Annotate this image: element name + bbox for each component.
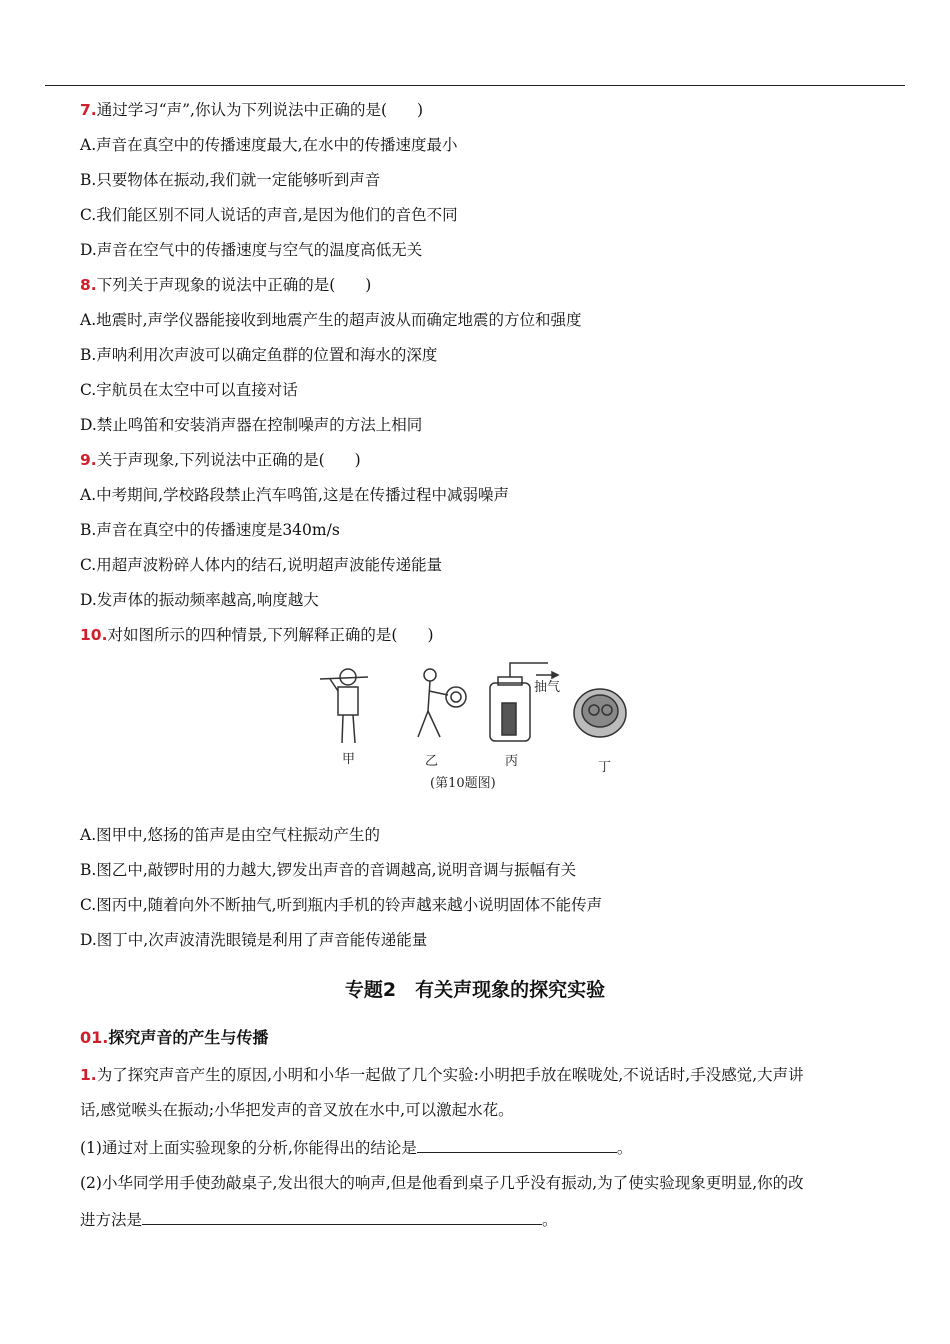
flute-player-illustration <box>320 669 368 743</box>
q10-option-d: D.图丁中,次声波清洗眼镜是利用了声音能传递能量 <box>80 931 428 949</box>
jar-pump-illustration <box>490 663 561 741</box>
section-title: 专题2 有关声现象的探究实验 <box>344 979 606 1001</box>
p1-text-line1: 为了探究声音产生的原因,小明和小华一起做了几个实验:小明把手放在喉咙处,不说话时,手没感觉,大声讲 <box>96 1066 804 1084</box>
q9-stem <box>80 450 361 470</box>
ultrasonic-cleaner-illustration <box>574 689 626 737</box>
q7-number: 7. <box>80 101 97 119</box>
q7-text: 通过学习“声”,你认为下列说法中正确的是( <box>96 101 388 119</box>
gong-player-illustration <box>418 669 466 737</box>
p1-line1 <box>80 1065 804 1085</box>
q9-option-c: C.用超声波粉碎人体内的结石,说明超声波能传递能量 <box>80 556 443 574</box>
p1-q1-blank[interactable] <box>417 1138 617 1153</box>
q7-option-b: B.只要物体在振动,我们就一定能够听到声音 <box>80 171 381 189</box>
figure-caption: (第10题图) <box>430 776 496 791</box>
q8-option-b: B.声呐利用次声波可以确定鱼群的位置和海水的深度 <box>80 346 438 364</box>
q7-option-a: A.声音在真空中的传播速度最大,在水中的传播速度最小 <box>80 136 458 154</box>
q10-number: 10. <box>80 626 108 644</box>
q10-figure <box>300 655 630 795</box>
p1-question2-line2 <box>80 1210 558 1230</box>
q10-text: 对如图所示的四种情景,下列解释正确的是( <box>107 626 398 644</box>
q8-option-d: D.禁止鸣笛和安装消声器在控制噪声的方法上相同 <box>80 416 423 434</box>
figure-label-yi: 乙 <box>425 754 439 769</box>
p1-question1 <box>80 1138 632 1158</box>
p1-text-line2: 话,感觉喉头在振动;小华把发声的音叉放在水中,可以激起水花。 <box>80 1101 514 1119</box>
q9-paren-close: ) <box>354 451 361 469</box>
q10-option-a: A.图甲中,悠扬的笛声是由空气柱振动产生的 <box>80 826 381 844</box>
q9-text: 关于声现象,下列说法中正确的是( <box>96 451 325 469</box>
q9-option-b: B.声音在真空中的传播速度是340m/s <box>80 521 340 539</box>
subsection-heading <box>80 1028 268 1048</box>
q8-stem <box>80 275 371 295</box>
figure-label-jia: 甲 <box>342 752 356 767</box>
q8-option-a: A.地震时,声学仪器能接收到地震产生的超声波从而确定地震的方位和强度 <box>80 311 582 329</box>
q7-option-d: D.声音在空气中的传播速度与空气的温度高低无关 <box>80 241 423 259</box>
p1-q1-end: 。 <box>616 1139 633 1157</box>
q10-stem <box>80 625 434 645</box>
subsection-title: 探究声音的产生与传播 <box>108 1028 269 1047</box>
pump-label: 抽气 <box>534 680 561 695</box>
p1-q1-text: (1)通过对上面实验现象的分析,你能得出的结论是 <box>80 1139 417 1157</box>
q9-number: 9. <box>80 451 97 469</box>
q7-paren-close: ) <box>417 101 424 119</box>
q10-paren-close: ) <box>427 626 434 644</box>
q10-option-c: C.图丙中,随着向外不断抽气,听到瓶内手机的铃声越来越小说明固体不能传声 <box>80 896 603 914</box>
figure-label-bing: 丙 <box>505 754 519 769</box>
q7-stem <box>80 100 423 120</box>
p1-question2-line1: (2)小华同学用手使劲敲桌子,发出很大的响声,但是他看到桌子几乎没有振动,为了使实验现象更明显,你的改 <box>80 1174 804 1192</box>
q9-option-a: A.中考期间,学校路段禁止汽车鸣笛,这是在传播过程中减弱噪声 <box>80 486 509 504</box>
q10-option-b: B.图乙中,敲锣时用的力越大,锣发出声音的音调越高,说明音调与振幅有关 <box>80 861 577 879</box>
subsection-number: 01. <box>80 1028 109 1047</box>
p1-q2-text: 进方法是 <box>80 1211 143 1229</box>
header-rule <box>45 85 905 86</box>
p1-number: 1. <box>80 1066 97 1084</box>
q7-option-c: C.我们能区别不同人说话的声音,是因为他们的音色不同 <box>80 206 458 224</box>
p1-q2-blank[interactable] <box>142 1210 542 1225</box>
q8-option-c: C.宇航员在太空中可以直接对话 <box>80 381 298 399</box>
q9-option-d: D.发声体的振动频率越高,响度越大 <box>80 591 319 609</box>
figure-label-ding: 丁 <box>598 760 612 775</box>
q8-text: 下列关于声现象的说法中正确的是( <box>96 276 336 294</box>
p1-q2-end: 。 <box>542 1211 558 1229</box>
q8-paren-close: ) <box>365 276 372 294</box>
q8-number: 8. <box>80 276 97 294</box>
